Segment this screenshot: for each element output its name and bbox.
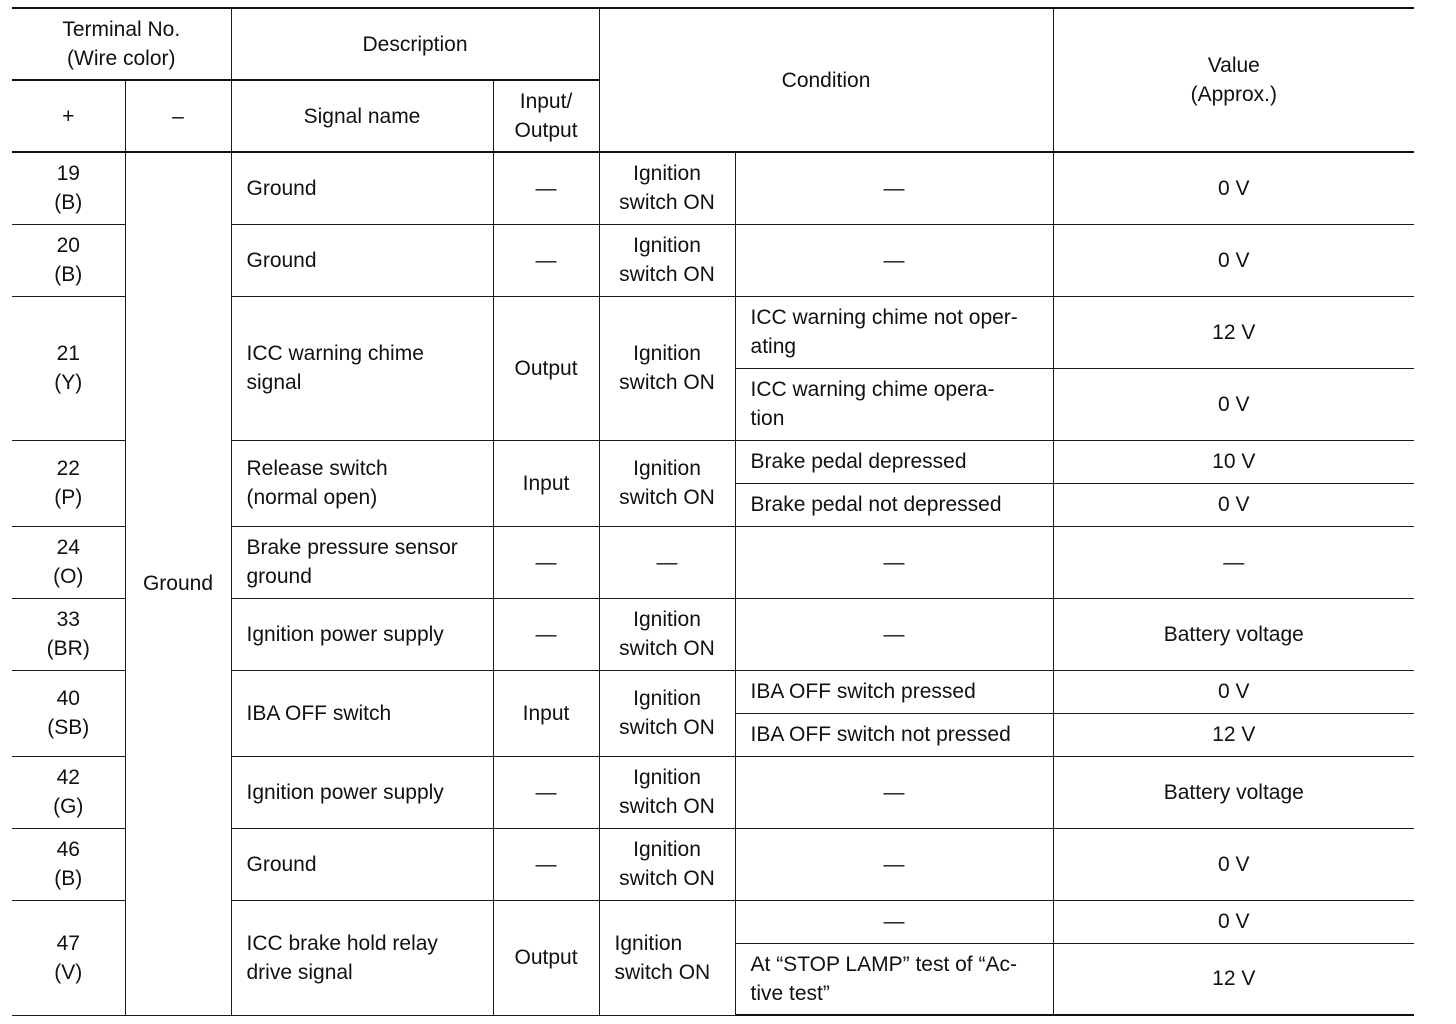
value-cell: 0 V <box>1053 828 1414 900</box>
io-value: — <box>493 598 599 670</box>
signal-name: Brake pressure sensor ground <box>231 526 493 598</box>
condition-detail: — <box>735 828 1053 900</box>
value-cell: 10 V <box>1053 440 1414 483</box>
condition-detail: IBA OFF switch not pressed <box>735 713 1053 756</box>
signal-name: Ground <box>231 828 493 900</box>
plus-header: + <box>12 80 125 152</box>
condition-header: Condition <box>599 8 1053 152</box>
terminal-number: 40 (SB) <box>12 670 125 756</box>
io-value: Input <box>493 440 599 526</box>
io-value: Input <box>493 670 599 756</box>
condition-detail: — <box>735 756 1053 828</box>
terminal-number: 22 (P) <box>12 440 125 526</box>
io-value: — <box>493 224 599 296</box>
condition-detail: ICC warning chime opera- tion <box>735 368 1053 440</box>
terminal-number: 20 (B) <box>12 224 125 296</box>
condition-main: Ignition switch ON <box>599 224 735 296</box>
condition-main: Ignition switch ON <box>599 440 735 526</box>
minus-header: – <box>125 80 231 152</box>
terminal-spec-table <box>12 7 1414 1016</box>
signal-name: ICC brake hold relay drive signal <box>231 900 493 1015</box>
signal-name-header: Signal name <box>231 80 493 152</box>
signal-name: Ignition power supply <box>231 598 493 670</box>
condition-detail: At “STOP LAMP” test of “Ac- tive test” <box>735 943 1053 1015</box>
io-value: Output <box>493 900 599 1015</box>
value-cell: 0 V <box>1053 900 1414 943</box>
condition-detail: — <box>735 526 1053 598</box>
value-cell: Battery voltage <box>1053 756 1414 828</box>
condition-main: Ignition switch ON <box>599 152 735 224</box>
io-value: — <box>493 756 599 828</box>
value-cell: 12 V <box>1053 943 1414 1015</box>
signal-name: IBA OFF switch <box>231 670 493 756</box>
condition-main: — <box>599 526 735 598</box>
terminal-number: 21 (Y) <box>12 296 125 440</box>
signal-name: Ground <box>231 152 493 224</box>
io-value: — <box>493 152 599 224</box>
condition-detail: — <box>735 598 1053 670</box>
condition-main: Ignition switch ON <box>599 598 735 670</box>
ground-terminal: Ground <box>125 152 231 1015</box>
terminal-number: 46 (B) <box>12 828 125 900</box>
terminal-number: 33 (BR) <box>12 598 125 670</box>
condition-main: Ignition switch ON <box>599 296 735 440</box>
terminal-header: Terminal No. (Wire color) <box>12 8 231 80</box>
condition-detail: — <box>735 224 1053 296</box>
condition-detail: — <box>735 152 1053 224</box>
io-value: — <box>493 828 599 900</box>
condition-detail: IBA OFF switch pressed <box>735 670 1053 713</box>
condition-main: Ignition switch ON <box>599 756 735 828</box>
value-cell: 0 V <box>1053 224 1414 296</box>
terminal-table-container <box>12 7 1414 1016</box>
value-cell: 0 V <box>1053 670 1414 713</box>
condition-detail: Brake pedal not depressed <box>735 483 1053 526</box>
signal-name: Ignition power supply <box>231 756 493 828</box>
value-cell: 0 V <box>1053 483 1414 526</box>
io-header: Input/ Output <box>493 80 599 152</box>
value-cell: 0 V <box>1053 152 1414 224</box>
description-header: Description <box>231 8 599 80</box>
io-value: Output <box>493 296 599 440</box>
io-value: — <box>493 526 599 598</box>
signal-name: Ground <box>231 224 493 296</box>
signal-name: ICC warning chime signal <box>231 296 493 440</box>
value-cell: 0 V <box>1053 368 1414 440</box>
condition-detail: Brake pedal depressed <box>735 440 1053 483</box>
terminal-number: 42 (G) <box>12 756 125 828</box>
signal-name: Release switch (normal open) <box>231 440 493 526</box>
condition-main: Ignition switch ON <box>599 670 735 756</box>
condition-main: Ignition switch ON <box>599 828 735 900</box>
terminal-number: 19 (B) <box>12 152 125 224</box>
terminal-number: 24 (O) <box>12 526 125 598</box>
value-cell: 12 V <box>1053 713 1414 756</box>
value-cell: Battery voltage <box>1053 598 1414 670</box>
condition-detail: ICC warning chime not oper- ating <box>735 296 1053 368</box>
value-header: Value (Approx.) <box>1053 8 1414 152</box>
terminal-number: 47 (V) <box>12 900 125 1015</box>
value-cell: — <box>1053 526 1414 598</box>
value-cell: 12 V <box>1053 296 1414 368</box>
condition-detail: — <box>735 900 1053 943</box>
condition-main: Ignition switch ON <box>599 900 735 1015</box>
